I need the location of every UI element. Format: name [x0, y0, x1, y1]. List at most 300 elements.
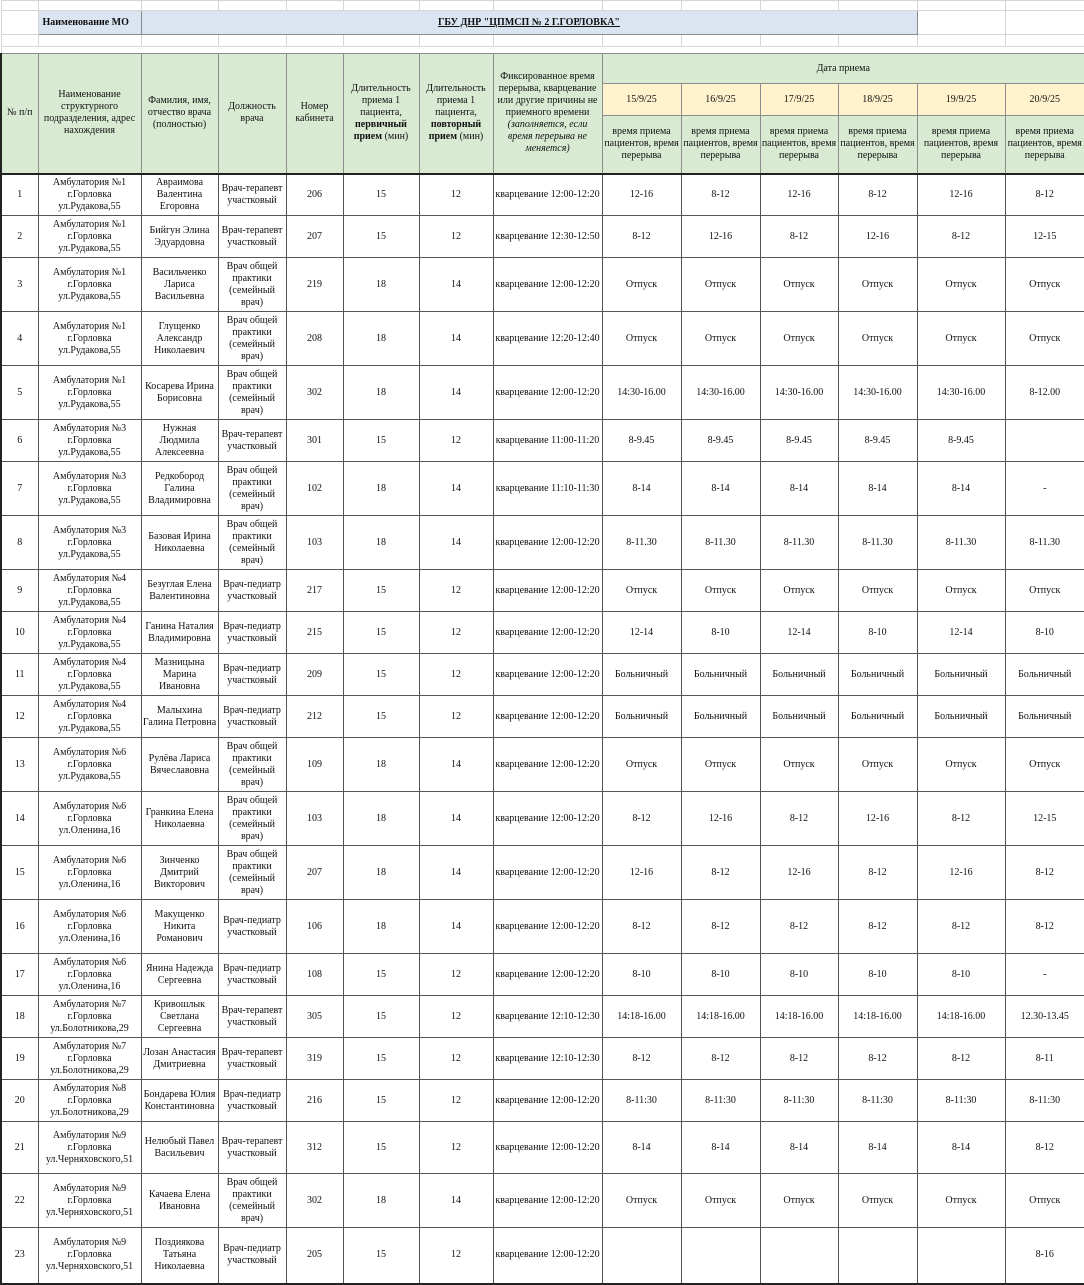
cell-schedule-day-3[interactable]: 8-12	[760, 1038, 838, 1080]
cell-schedule-day-3[interactable]: 8-12	[760, 792, 838, 846]
cell-schedule-day-2[interactable]: 8-10	[681, 954, 760, 996]
cell-schedule-day-5[interactable]: 12-16	[917, 174, 1005, 216]
cell-schedule-day-1[interactable]: 12-14	[602, 612, 681, 654]
cell-schedule-day-3[interactable]: 8-14	[760, 1122, 838, 1174]
cell-cabinet[interactable]: 209	[286, 654, 343, 696]
cell-duration-primary[interactable]: 18	[343, 738, 419, 792]
cell-duration-repeat[interactable]: 14	[419, 516, 493, 570]
cell-break[interactable]: кварцевание 12:00-12:20	[493, 792, 602, 846]
cell-break[interactable]: кварцевание 12:00-12:20	[493, 1080, 602, 1122]
cell-doctor[interactable]: Нелюбый Павел Васильевич	[141, 1122, 218, 1174]
cell-schedule-day-1[interactable]: 8-10	[602, 954, 681, 996]
cell-duration-primary[interactable]: 18	[343, 258, 419, 312]
cell-num[interactable]: 9	[1, 570, 38, 612]
cell-duration-primary[interactable]: 15	[343, 954, 419, 996]
cell-doctor[interactable]: Янина Надежда Сергеевна	[141, 954, 218, 996]
cell-position[interactable]: Врач-педиатр участковый	[218, 696, 286, 738]
cell-break[interactable]: кварцевание 12:00-12:20	[493, 516, 602, 570]
cell-schedule-day-3[interactable]: 12-16	[760, 846, 838, 900]
cell-schedule-day-3[interactable]: 8-11:30	[760, 1080, 838, 1122]
cell-schedule-day-3[interactable]: Отпуск	[760, 258, 838, 312]
cell-break[interactable]: кварцевание 11:10-11:30	[493, 462, 602, 516]
cell-schedule-day-1[interactable]: 12-16	[602, 174, 681, 216]
cell-doctor[interactable]: Нужная Людмила Алексеевна	[141, 420, 218, 462]
cell-schedule-day-3[interactable]: Отпуск	[760, 312, 838, 366]
cell-doctor[interactable]: Авраимова Валентина Егоровна	[141, 174, 218, 216]
cell-schedule-day-6[interactable]	[1005, 420, 1084, 462]
cell-schedule-day-6[interactable]: 8-10	[1005, 612, 1084, 654]
cell-doctor[interactable]: Васильченко Лариса Васильевна	[141, 258, 218, 312]
cell-doctor[interactable]: Качаева Елена Ивановна	[141, 1174, 218, 1228]
cell-position[interactable]: Врач общей практики (семейный врач)	[218, 462, 286, 516]
cell-schedule-day-1[interactable]: 8-9.45	[602, 420, 681, 462]
cell-schedule-day-3[interactable]: 14:18-16.00	[760, 996, 838, 1038]
cell-schedule-day-5[interactable]: 12-16	[917, 846, 1005, 900]
cell-break[interactable]: кварцевание 12:00-12:20	[493, 846, 602, 900]
cell-position[interactable]: Врач общей практики (семейный врач)	[218, 516, 286, 570]
cell-position[interactable]: Врач общей практики (семейный врач)	[218, 738, 286, 792]
cell-num[interactable]: 18	[1, 996, 38, 1038]
cell-schedule-day-3[interactable]: 8-14	[760, 462, 838, 516]
cell-schedule-day-1[interactable]: 12-16	[602, 846, 681, 900]
cell-schedule-day-4[interactable]: 12-16	[838, 216, 917, 258]
cell-schedule-day-1[interactable]: 8-12	[602, 792, 681, 846]
cell-break[interactable]: кварцевание 12:00-12:20	[493, 258, 602, 312]
cell-schedule-day-6[interactable]: Отпуск	[1005, 312, 1084, 366]
cell-duration-repeat[interactable]: 12	[419, 1228, 493, 1284]
cell-cabinet[interactable]: 208	[286, 312, 343, 366]
cell-doctor[interactable]: Поздиякова Татьяна Николаевна	[141, 1228, 218, 1284]
cell-duration-primary[interactable]: 15	[343, 1038, 419, 1080]
cell-schedule-day-6[interactable]: 8-11:30	[1005, 1080, 1084, 1122]
cell-subdivision[interactable]: Амбулатория №6 г.Горловка ул.Оленина,16	[38, 954, 141, 996]
cell-num[interactable]: 5	[1, 366, 38, 420]
cell-duration-repeat[interactable]: 14	[419, 900, 493, 954]
cell-cabinet[interactable]: 312	[286, 1122, 343, 1174]
cell-cabinet[interactable]: 106	[286, 900, 343, 954]
cell-schedule-day-2[interactable]: Отпуск	[681, 312, 760, 366]
cell-cabinet[interactable]: 103	[286, 516, 343, 570]
cell-position[interactable]: Врач-терапевт участковый	[218, 1122, 286, 1174]
cell-schedule-day-2[interactable]: Отпуск	[681, 258, 760, 312]
cell-cabinet[interactable]: 319	[286, 1038, 343, 1080]
cell-num[interactable]: 23	[1, 1228, 38, 1284]
cell-schedule-day-4[interactable]: 8-14	[838, 462, 917, 516]
cell-duration-primary[interactable]: 15	[343, 612, 419, 654]
cell-duration-repeat[interactable]: 14	[419, 792, 493, 846]
cell-duration-primary[interactable]: 18	[343, 846, 419, 900]
cell-duration-repeat[interactable]: 14	[419, 738, 493, 792]
cell-break[interactable]: кварцевание 12:00-12:20	[493, 1122, 602, 1174]
cell-cabinet[interactable]: 219	[286, 258, 343, 312]
cell-num[interactable]: 12	[1, 696, 38, 738]
cell-break[interactable]: кварцевание 12:00-12:20	[493, 900, 602, 954]
cell-subdivision[interactable]: Амбулатория №6 г.Горловка ул.Рудакова,55	[38, 738, 141, 792]
cell-subdivision[interactable]: Амбулатория №1 г.Горловка ул.Рудакова,55	[38, 174, 141, 216]
cell-duration-repeat[interactable]: 12	[419, 954, 493, 996]
cell-duration-repeat[interactable]: 12	[419, 654, 493, 696]
cell-schedule-day-6[interactable]: 12.30-13.45	[1005, 996, 1084, 1038]
cell-duration-primary[interactable]: 15	[343, 174, 419, 216]
cell-subdivision[interactable]: Амбулатория №6 г.Горловка ул.Оленина,16	[38, 900, 141, 954]
cell-schedule-day-6[interactable]: Больничный	[1005, 696, 1084, 738]
cell-position[interactable]: Врач общей практики (семейный врач)	[218, 366, 286, 420]
cell-subdivision[interactable]: Амбулатория №1 г.Горловка ул.Рудакова,55	[38, 312, 141, 366]
cell-cabinet[interactable]: 212	[286, 696, 343, 738]
cell-schedule-day-2[interactable]: 8-12	[681, 900, 760, 954]
cell-schedule-day-4[interactable]	[838, 1228, 917, 1284]
cell-duration-primary[interactable]: 18	[343, 900, 419, 954]
cell-duration-repeat[interactable]: 12	[419, 420, 493, 462]
cell-num[interactable]: 14	[1, 792, 38, 846]
cell-position[interactable]: Врач общей практики (семейный врач)	[218, 312, 286, 366]
cell-cabinet[interactable]: 302	[286, 366, 343, 420]
cell-position[interactable]: Врач общей практики (семейный врач)	[218, 258, 286, 312]
cell-duration-primary[interactable]: 15	[343, 1122, 419, 1174]
cell-schedule-day-4[interactable]: 8-11:30	[838, 1080, 917, 1122]
cell-schedule-day-6[interactable]: 8-12	[1005, 900, 1084, 954]
cell-schedule-day-6[interactable]: 8-12	[1005, 1122, 1084, 1174]
cell-schedule-day-1[interactable]	[602, 1228, 681, 1284]
cell-cabinet[interactable]: 103	[286, 792, 343, 846]
cell-cabinet[interactable]: 302	[286, 1174, 343, 1228]
cell-doctor[interactable]: Макущенко Никита Романович	[141, 900, 218, 954]
cell-break[interactable]: кварцевание 12:00-12:20	[493, 654, 602, 696]
cell-schedule-day-6[interactable]: 8-11.30	[1005, 516, 1084, 570]
cell-schedule-day-6[interactable]: 8-12.00	[1005, 366, 1084, 420]
cell-schedule-day-5[interactable]: Больничный	[917, 696, 1005, 738]
cell-schedule-day-6[interactable]: 12-15	[1005, 216, 1084, 258]
cell-schedule-day-4[interactable]: 8-12	[838, 900, 917, 954]
cell-num[interactable]: 11	[1, 654, 38, 696]
cell-schedule-day-5[interactable]: 8-11:30	[917, 1080, 1005, 1122]
cell-doctor[interactable]: Ганина Наталия Владимировна	[141, 612, 218, 654]
cell-schedule-day-1[interactable]: 8-14	[602, 1122, 681, 1174]
cell-position[interactable]: Врач общей практики (семейный врач)	[218, 846, 286, 900]
cell-position[interactable]: Врач-педиатр участковый	[218, 1228, 286, 1284]
cell-schedule-day-2[interactable]: Отпуск	[681, 1174, 760, 1228]
cell-doctor[interactable]: Мазницына Марина Ивановна	[141, 654, 218, 696]
cell-schedule-day-3[interactable]: 8-9.45	[760, 420, 838, 462]
cell-schedule-day-5[interactable]: 8-12	[917, 900, 1005, 954]
cell-cabinet[interactable]: 207	[286, 216, 343, 258]
cell-num[interactable]: 3	[1, 258, 38, 312]
cell-duration-repeat[interactable]: 12	[419, 216, 493, 258]
cell-position[interactable]: Врач-педиатр участковый	[218, 654, 286, 696]
cell-duration-repeat[interactable]: 14	[419, 462, 493, 516]
cell-schedule-day-3[interactable]: 14:30-16.00	[760, 366, 838, 420]
cell-num[interactable]: 20	[1, 1080, 38, 1122]
cell-subdivision[interactable]: Амбулатория №3 г.Горловка ул.Рудакова,55	[38, 462, 141, 516]
cell-schedule-day-6[interactable]: Больничный	[1005, 654, 1084, 696]
cell-schedule-day-1[interactable]: Больничный	[602, 696, 681, 738]
cell-schedule-day-6[interactable]: 8-12	[1005, 174, 1084, 216]
cell-schedule-day-6[interactable]: -	[1005, 462, 1084, 516]
cell-num[interactable]: 21	[1, 1122, 38, 1174]
cell-duration-primary[interactable]: 15	[343, 216, 419, 258]
cell-subdivision[interactable]: Амбулатория №4 г.Горловка ул.Рудакова,55	[38, 654, 141, 696]
cell-subdivision[interactable]: Амбулатория №3 г.Горловка ул.Рудакова,55	[38, 420, 141, 462]
cell-subdivision[interactable]: Амбулатория №1 г.Горловка ул.Рудакова,55	[38, 258, 141, 312]
cell-doctor[interactable]: Глущенко Александр Николаевич	[141, 312, 218, 366]
cell-schedule-day-2[interactable]: 8-10	[681, 612, 760, 654]
cell-schedule-day-5[interactable]: Отпуск	[917, 312, 1005, 366]
cell-schedule-day-4[interactable]: 8-9.45	[838, 420, 917, 462]
cell-duration-primary[interactable]: 18	[343, 462, 419, 516]
cell-schedule-day-4[interactable]: Больничный	[838, 696, 917, 738]
cell-subdivision[interactable]: Амбулатория №6 г.Горловка ул.Оленина,16	[38, 846, 141, 900]
cell-schedule-day-1[interactable]: Отпуск	[602, 1174, 681, 1228]
cell-break[interactable]: кварцевание 12:00-12:20	[493, 696, 602, 738]
cell-schedule-day-4[interactable]: 14:30-16.00	[838, 366, 917, 420]
cell-schedule-day-2[interactable]: 8-12	[681, 846, 760, 900]
cell-doctor[interactable]: Кривошлык Светлана Сергеевна	[141, 996, 218, 1038]
cell-doctor[interactable]: Редкобород Галина Владимировна	[141, 462, 218, 516]
cell-duration-primary[interactable]: 15	[343, 1080, 419, 1122]
cell-doctor[interactable]: Бийгун Элина Эдуардовна	[141, 216, 218, 258]
cell-schedule-day-2[interactable]: 12-16	[681, 792, 760, 846]
cell-schedule-day-5[interactable]: 8-11.30	[917, 516, 1005, 570]
cell-schedule-day-3[interactable]: 12-14	[760, 612, 838, 654]
cell-schedule-day-5[interactable]: Больничный	[917, 654, 1005, 696]
cell-schedule-day-3[interactable]: 8-10	[760, 954, 838, 996]
cell-schedule-day-2[interactable]	[681, 1228, 760, 1284]
cell-schedule-day-2[interactable]: 8-12	[681, 1038, 760, 1080]
cell-schedule-day-4[interactable]: 8-14	[838, 1122, 917, 1174]
cell-schedule-day-4[interactable]: 8-12	[838, 174, 917, 216]
cell-schedule-day-5[interactable]: 8-12	[917, 792, 1005, 846]
cell-schedule-day-4[interactable]: 8-10	[838, 612, 917, 654]
cell-num[interactable]: 17	[1, 954, 38, 996]
cell-duration-primary[interactable]: 15	[343, 654, 419, 696]
cell-position[interactable]: Врач-педиатр участковый	[218, 612, 286, 654]
cell-duration-primary[interactable]: 15	[343, 1228, 419, 1284]
cell-schedule-day-6[interactable]: -	[1005, 954, 1084, 996]
cell-num[interactable]: 15	[1, 846, 38, 900]
cell-subdivision[interactable]: Амбулатория №7 г.Горловка ул.Болотникова,29	[38, 1038, 141, 1080]
cell-schedule-day-2[interactable]: 14:30-16.00	[681, 366, 760, 420]
cell-break[interactable]: кварцевание 12:00-12:20	[493, 366, 602, 420]
cell-duration-primary[interactable]: 15	[343, 996, 419, 1038]
cell-break[interactable]: кварцевание 11:00-11:20	[493, 420, 602, 462]
cell-break[interactable]: кварцевание 12:00-12:20	[493, 738, 602, 792]
cell-schedule-day-1[interactable]: Отпуск	[602, 312, 681, 366]
cell-subdivision[interactable]: Амбулатория №8 г.Горловка ул.Болотникова,29	[38, 1080, 141, 1122]
cell-duration-primary[interactable]: 18	[343, 516, 419, 570]
cell-num[interactable]: 6	[1, 420, 38, 462]
cell-doctor[interactable]: Малыхина Галина Петровна	[141, 696, 218, 738]
cell-duration-repeat[interactable]: 12	[419, 174, 493, 216]
cell-num[interactable]: 1	[1, 174, 38, 216]
cell-schedule-day-5[interactable]: 12-14	[917, 612, 1005, 654]
cell-schedule-day-4[interactable]: 8-10	[838, 954, 917, 996]
cell-doctor[interactable]: Зинченко Дмитрий Викторович	[141, 846, 218, 900]
cell-schedule-day-2[interactable]: 8-14	[681, 1122, 760, 1174]
cell-schedule-day-5[interactable]: 8-12	[917, 1038, 1005, 1080]
cell-schedule-day-4[interactable]: Отпуск	[838, 258, 917, 312]
cell-subdivision[interactable]: Амбулатория №1 г.Горловка ул.Рудакова,55	[38, 216, 141, 258]
cell-break[interactable]: кварцевание 12:10-12:30	[493, 1038, 602, 1080]
cell-schedule-day-5[interactable]: Отпуск	[917, 1174, 1005, 1228]
cell-duration-primary[interactable]: 18	[343, 1174, 419, 1228]
cell-duration-primary[interactable]: 15	[343, 420, 419, 462]
cell-cabinet[interactable]: 215	[286, 612, 343, 654]
cell-schedule-day-5[interactable]: 8-9.45	[917, 420, 1005, 462]
cell-schedule-day-5[interactable]: 14:18-16.00	[917, 996, 1005, 1038]
cell-schedule-day-5[interactable]: 8-14	[917, 462, 1005, 516]
cell-duration-repeat[interactable]: 12	[419, 1080, 493, 1122]
cell-schedule-day-4[interactable]: 8-11.30	[838, 516, 917, 570]
cell-schedule-day-2[interactable]: 12-16	[681, 216, 760, 258]
cell-cabinet[interactable]: 102	[286, 462, 343, 516]
cell-schedule-day-1[interactable]: Отпуск	[602, 570, 681, 612]
cell-subdivision[interactable]: Амбулатория №9 г.Горловка ул.Черняховского,51	[38, 1122, 141, 1174]
cell-schedule-day-4[interactable]: 12-16	[838, 792, 917, 846]
cell-position[interactable]: Врач-педиатр участковый	[218, 900, 286, 954]
cell-cabinet[interactable]: 108	[286, 954, 343, 996]
cell-schedule-day-2[interactable]: 14:18-16.00	[681, 996, 760, 1038]
cell-position[interactable]: Врач-педиатр участковый	[218, 954, 286, 996]
cell-cabinet[interactable]: 217	[286, 570, 343, 612]
cell-break[interactable]: кварцевание 12:30-12:50	[493, 216, 602, 258]
cell-duration-repeat[interactable]: 14	[419, 1174, 493, 1228]
cell-cabinet[interactable]: 109	[286, 738, 343, 792]
cell-num[interactable]: 10	[1, 612, 38, 654]
cell-schedule-day-6[interactable]: Отпуск	[1005, 1174, 1084, 1228]
cell-schedule-day-4[interactable]: 8-12	[838, 1038, 917, 1080]
cell-schedule-day-1[interactable]: 8-12	[602, 216, 681, 258]
cell-schedule-day-6[interactable]: 12-15	[1005, 792, 1084, 846]
cell-num[interactable]: 19	[1, 1038, 38, 1080]
cell-schedule-day-4[interactable]: 14:18-16.00	[838, 996, 917, 1038]
cell-schedule-day-3[interactable]: Отпуск	[760, 738, 838, 792]
cell-schedule-day-2[interactable]: Отпуск	[681, 738, 760, 792]
cell-subdivision[interactable]: Амбулатория №7 г.Горловка ул.Болотникова,29	[38, 996, 141, 1038]
cell-schedule-day-3[interactable]: 8-12	[760, 216, 838, 258]
cell-schedule-day-3[interactable]: 8-12	[760, 900, 838, 954]
cell-break[interactable]: кварцевание 12:00-12:20	[493, 954, 602, 996]
cell-schedule-day-1[interactable]: 14:30-16.00	[602, 366, 681, 420]
cell-schedule-day-3[interactable]: Больничный	[760, 654, 838, 696]
cell-break[interactable]: кварцевание 12:10-12:30	[493, 996, 602, 1038]
cell-schedule-day-3[interactable]	[760, 1228, 838, 1284]
cell-schedule-day-2[interactable]: 8-14	[681, 462, 760, 516]
cell-schedule-day-5[interactable]: 8-14	[917, 1122, 1005, 1174]
cell-position[interactable]: Врач-педиатр участковый	[218, 570, 286, 612]
cell-schedule-day-1[interactable]: Больничный	[602, 654, 681, 696]
cell-schedule-day-3[interactable]: Отпуск	[760, 570, 838, 612]
cell-schedule-day-4[interactable]: Отпуск	[838, 570, 917, 612]
cell-break[interactable]: кварцевание 12:20-12:40	[493, 312, 602, 366]
cell-schedule-day-3[interactable]: Отпуск	[760, 1174, 838, 1228]
cell-doctor[interactable]: Рулёва Лариса Вячеславовна	[141, 738, 218, 792]
cell-schedule-day-5[interactable]: 14:30-16.00	[917, 366, 1005, 420]
cell-schedule-day-6[interactable]: Отпуск	[1005, 258, 1084, 312]
cell-schedule-day-2[interactable]: 8-9.45	[681, 420, 760, 462]
cell-schedule-day-3[interactable]: Больничный	[760, 696, 838, 738]
cell-schedule-day-6[interactable]: 8-16	[1005, 1228, 1084, 1284]
cell-schedule-day-3[interactable]: 12-16	[760, 174, 838, 216]
cell-schedule-day-2[interactable]: 8-11.30	[681, 516, 760, 570]
cell-subdivision[interactable]: Амбулатория №6 г.Горловка ул.Оленина,16	[38, 792, 141, 846]
cell-cabinet[interactable]: 305	[286, 996, 343, 1038]
cell-duration-repeat[interactable]: 12	[419, 1122, 493, 1174]
cell-schedule-day-5[interactable]: 8-10	[917, 954, 1005, 996]
cell-schedule-day-2[interactable]: 8-11:30	[681, 1080, 760, 1122]
cell-position[interactable]: Врач общей практики (семейный врач)	[218, 792, 286, 846]
cell-schedule-day-2[interactable]: Больничный	[681, 654, 760, 696]
cell-duration-primary[interactable]: 18	[343, 366, 419, 420]
cell-schedule-day-6[interactable]: Отпуск	[1005, 570, 1084, 612]
cell-subdivision[interactable]: Амбулатория №3 г.Горловка ул.Рудакова,55	[38, 516, 141, 570]
cell-schedule-day-1[interactable]: 14:18-16.00	[602, 996, 681, 1038]
cell-schedule-day-4[interactable]: Отпуск	[838, 738, 917, 792]
cell-schedule-day-5[interactable]: Отпуск	[917, 258, 1005, 312]
cell-break[interactable]: кварцевание 12:00-12:20	[493, 1228, 602, 1284]
cell-schedule-day-1[interactable]: 8-14	[602, 462, 681, 516]
cell-subdivision[interactable]: Амбулатория №1 г.Горловка ул.Рудакова,55	[38, 366, 141, 420]
cell-position[interactable]: Врач общей практики (семейный врач)	[218, 1174, 286, 1228]
cell-schedule-day-2[interactable]: Больничный	[681, 696, 760, 738]
cell-doctor[interactable]: Косарева Ирина Борисовна	[141, 366, 218, 420]
cell-duration-repeat[interactable]: 12	[419, 696, 493, 738]
cell-position[interactable]: Врач-терапевт участковый	[218, 996, 286, 1038]
cell-duration-repeat[interactable]: 14	[419, 366, 493, 420]
cell-duration-repeat[interactable]: 14	[419, 846, 493, 900]
cell-duration-repeat[interactable]: 12	[419, 996, 493, 1038]
cell-doctor[interactable]: Безуглая Елена Валентиновна	[141, 570, 218, 612]
cell-cabinet[interactable]: 205	[286, 1228, 343, 1284]
cell-num[interactable]: 13	[1, 738, 38, 792]
cell-subdivision[interactable]: Амбулатория №4 г.Горловка ул.Рудакова,55	[38, 612, 141, 654]
cell-duration-primary[interactable]: 18	[343, 312, 419, 366]
cell-schedule-day-4[interactable]: Отпуск	[838, 312, 917, 366]
cell-cabinet[interactable]: 206	[286, 174, 343, 216]
cell-num[interactable]: 4	[1, 312, 38, 366]
cell-schedule-day-3[interactable]: 8-11.30	[760, 516, 838, 570]
cell-num[interactable]: 2	[1, 216, 38, 258]
cell-duration-primary[interactable]: 15	[343, 696, 419, 738]
cell-schedule-day-1[interactable]: Отпуск	[602, 738, 681, 792]
cell-schedule-day-1[interactable]: 8-12	[602, 900, 681, 954]
cell-break[interactable]: кварцевание 12:00-12:20	[493, 612, 602, 654]
cell-subdivision[interactable]: Амбулатория №9 г.Горловка ул.Черняховского,51	[38, 1228, 141, 1284]
cell-break[interactable]: кварцевание 12:00-12:20	[493, 570, 602, 612]
cell-schedule-day-2[interactable]: 8-12	[681, 174, 760, 216]
cell-position[interactable]: Врач-педиатр участковый	[218, 1080, 286, 1122]
cell-duration-repeat[interactable]: 14	[419, 258, 493, 312]
cell-position[interactable]: Врач-терапевт участковый	[218, 420, 286, 462]
cell-doctor[interactable]: Гранкина Елена Николаевна	[141, 792, 218, 846]
cell-cabinet[interactable]: 301	[286, 420, 343, 462]
cell-schedule-day-1[interactable]: Отпуск	[602, 258, 681, 312]
cell-duration-repeat[interactable]: 12	[419, 570, 493, 612]
cell-break[interactable]: кварцевание 12:00-12:20	[493, 174, 602, 216]
cell-num[interactable]: 7	[1, 462, 38, 516]
cell-schedule-day-6[interactable]: 8-12	[1005, 846, 1084, 900]
cell-cabinet[interactable]: 216	[286, 1080, 343, 1122]
cell-num[interactable]: 16	[1, 900, 38, 954]
cell-cabinet[interactable]: 207	[286, 846, 343, 900]
cell-schedule-day-5[interactable]: Отпуск	[917, 738, 1005, 792]
cell-break[interactable]: кварцевание 12:00-12:20	[493, 1174, 602, 1228]
cell-schedule-day-2[interactable]: Отпуск	[681, 570, 760, 612]
cell-position[interactable]: Врач-терапевт участковый	[218, 216, 286, 258]
cell-schedule-day-6[interactable]: Отпуск	[1005, 738, 1084, 792]
cell-num[interactable]: 22	[1, 1174, 38, 1228]
cell-duration-repeat[interactable]: 14	[419, 312, 493, 366]
cell-num[interactable]: 8	[1, 516, 38, 570]
